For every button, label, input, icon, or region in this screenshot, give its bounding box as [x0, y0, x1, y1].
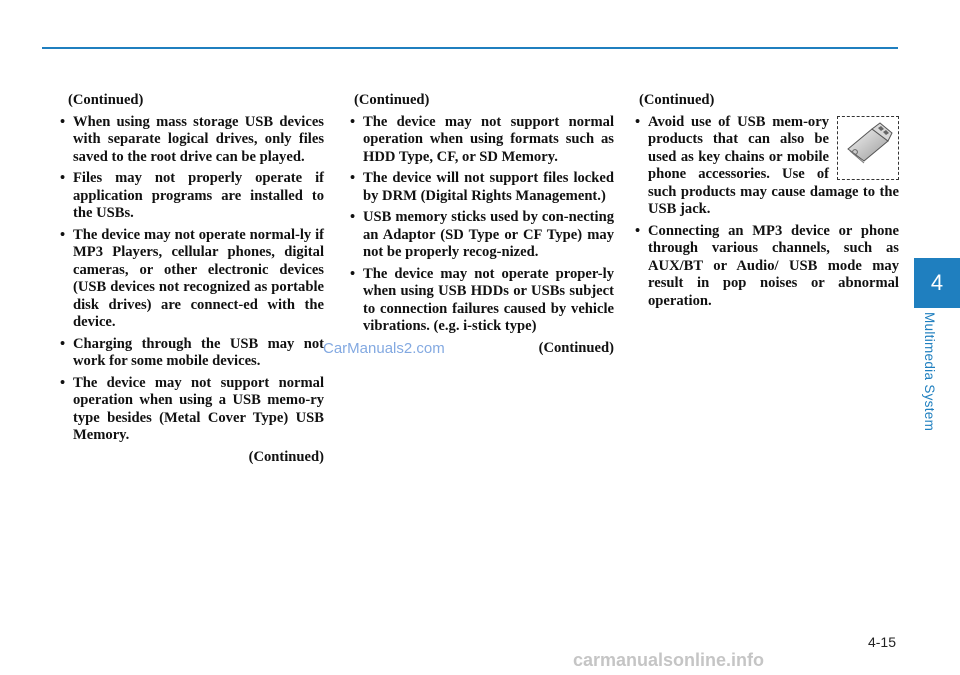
- bullet-text: The device will not support files locked by DRM (Digital Rights Management.): [363, 170, 614, 204]
- list-item: [58, 336, 324, 371]
- bullet-mark: •: [60, 113, 66, 130]
- bullet-text: The device may not operate proper-ly when using USB HDDs or USBs subject to connection failures caused by vehicle vibrations. (e.g. i-stick type): [363, 265, 614, 334]
- bullet-mark: •: [350, 265, 356, 282]
- continued-heading: (Continued): [639, 92, 715, 108]
- continued-heading: (Continued): [68, 92, 144, 108]
- bullet-text: Avoid use of USB mem-ory products that can also be used as key chains or mobile phone accessories. Use of such products may cause damage to the USB jack.: [648, 113, 899, 217]
- bullet-text: Files may not properly operate if application programs are installed to the USBs.: [73, 170, 324, 221]
- list-item: [58, 375, 324, 445]
- list-item: [348, 209, 614, 262]
- list-item: [58, 227, 324, 332]
- bullet-list: [348, 114, 614, 336]
- continued-footer: (Continued): [538, 339, 614, 356]
- continued-footer: (Continued): [248, 448, 324, 465]
- text-column-3: [633, 92, 899, 314]
- list-item: [348, 170, 614, 205]
- page-number: 4-15: [867, 634, 896, 650]
- list-item: [633, 223, 899, 311]
- continued-heading: (Continued): [354, 92, 430, 108]
- bullet-mark: •: [635, 222, 641, 239]
- watermark-bottom: carmanualsonline.info: [573, 650, 765, 670]
- bullet-text: USB memory sticks used by con-necting an Adaptor (SD Type or CF Type) may not be properly recog-nized.: [363, 209, 614, 260]
- text-column-2: [348, 92, 614, 357]
- chapter-title: Multimedia System: [922, 312, 937, 432]
- bullet-mark: •: [60, 374, 66, 391]
- usb-flash-drive-icon: [842, 121, 894, 175]
- bullet-text: The device may not support normal operation when using formats such as HDD Type, CF, or SD Memory.: [363, 113, 614, 165]
- chapter-number-tab: 4: [914, 258, 960, 308]
- bullet-text: Connecting an MP3 device or phone through various channels, such as AUX/BT or Audio/ USB mode may result in pop noises or abnormal operation.: [648, 222, 899, 309]
- list-item: [348, 266, 614, 336]
- bullet-mark: •: [60, 170, 66, 186]
- list-item: [58, 114, 324, 167]
- bullet-text: The device may not operate normal-ly if MP3 Players, cellular phones, digital cameras, or other electronic devices (USB devices not recognized as portable disk drives) are connect-ed with the device.: [73, 226, 324, 330]
- usb-flash-drive-illustration: [837, 116, 899, 180]
- list-item: [58, 170, 324, 223]
- list-item: [348, 114, 614, 167]
- bullet-mark: •: [60, 226, 66, 243]
- bullet-text: Charging through the USB may not work for some mobile devices.: [73, 335, 324, 369]
- bullet-text: When using mass storage USB devices with separate logical drives, only files saved to the root drive can be played.: [73, 113, 324, 165]
- bullet-mark: •: [350, 113, 356, 130]
- bullet-list: [633, 114, 899, 311]
- header-rule: [42, 47, 898, 49]
- bullet-text: The device may not support normal operation when using a USB memo-ry type besides (Metal Cover Type) USB Memory.: [73, 374, 324, 443]
- bullet-mark: •: [60, 335, 66, 352]
- list-item: [633, 114, 899, 219]
- bullet-mark: •: [350, 209, 356, 225]
- watermark-middle: CarManuals2.com: [323, 340, 445, 357]
- bullet-mark: •: [350, 170, 356, 186]
- text-column-1: [58, 92, 324, 466]
- bullet-list: [58, 114, 324, 445]
- bullet-mark: •: [635, 113, 641, 130]
